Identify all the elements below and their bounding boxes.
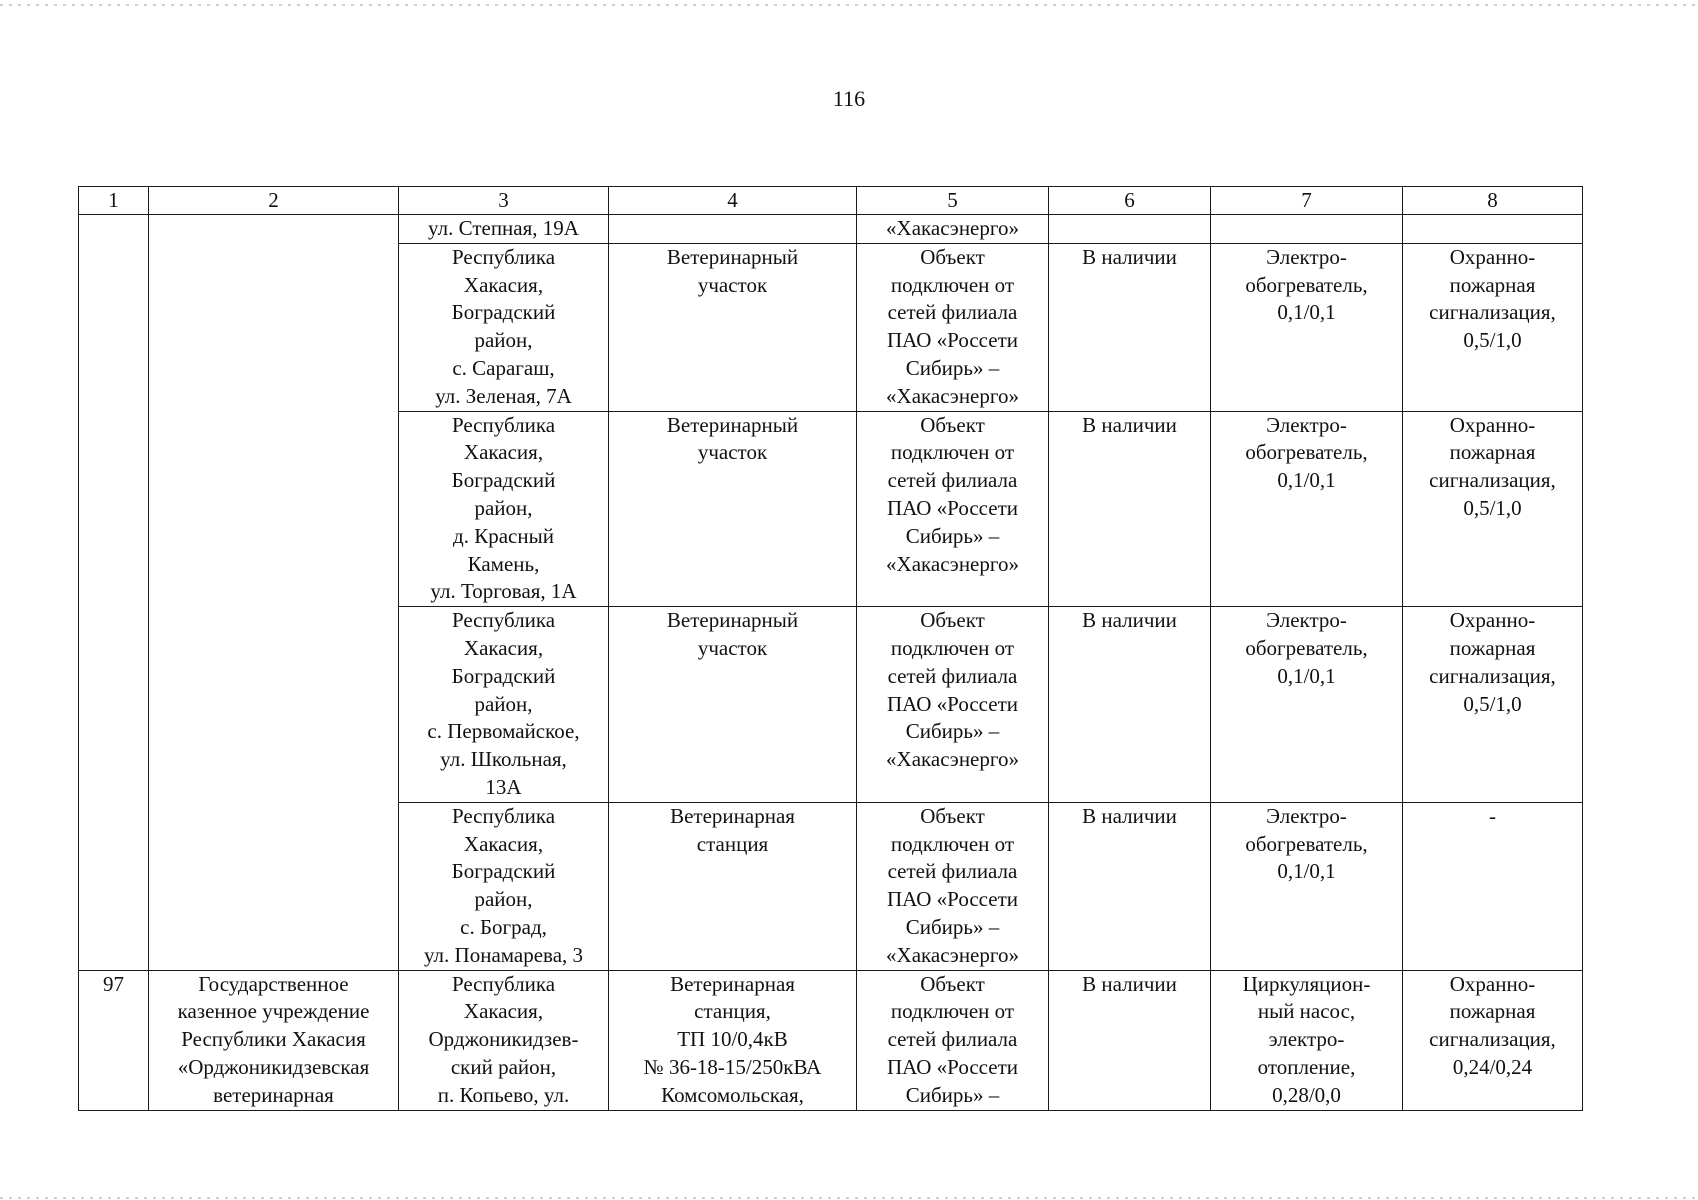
availability-cell: В наличии	[1049, 607, 1211, 803]
alarm-cell: Охранно- пожарная сигнализация, 0,24/0,24	[1403, 970, 1583, 1110]
header-col-4: 4	[609, 187, 857, 215]
document-table	[78, 186, 1583, 1111]
object-type-cell: Ветеринарный участок	[609, 607, 857, 803]
object-type-cell: Ветеринарная станция	[609, 802, 857, 970]
header-col-3: 3	[399, 187, 609, 215]
institution-cell: Государственное казенное учреждение Республики Хакасия «Орджоникидзевская ветеринарная	[149, 970, 399, 1110]
heating-cell: Электро- обогреватель, 0,1/0,1	[1211, 243, 1403, 411]
alarm-cell: -	[1403, 802, 1583, 970]
object-type-cell: Ветеринарный участок	[609, 243, 857, 411]
connection-cell: «Хакасэнерго»	[857, 215, 1049, 244]
availability-cell	[1049, 215, 1211, 244]
header-col-2: 2	[149, 187, 399, 215]
scan-artifact-bottom	[0, 1197, 1698, 1199]
institution-cell-merged	[149, 215, 399, 971]
object-type-cell: Ветеринарный участок	[609, 411, 857, 607]
number-cell: 97	[79, 970, 149, 1110]
object-type-cell: Ветеринарная станция, ТП 10/0,4кВ № 36-18-15/250кВА Комсомольская,	[609, 970, 857, 1110]
alarm-cell: Охранно- пожарная сигнализация, 0,5/1,0	[1403, 607, 1583, 803]
address-cell: Республика Хакасия, Боградский район, с. Первомайское, ул. Школьная, 13А	[399, 607, 609, 803]
alarm-cell	[1403, 215, 1583, 244]
alarm-cell: Охранно- пожарная сигнализация, 0,5/1,0	[1403, 243, 1583, 411]
address-cell: Республика Хакасия, Боградский район, с. Сарагаш, ул. Зеленая, 7А	[399, 243, 609, 411]
number-cell-merged	[79, 215, 149, 971]
connection-cell: Объект подключен от сетей филиала ПАО «Россети Сибирь» –	[857, 970, 1049, 1110]
heating-cell	[1211, 215, 1403, 244]
header-col-8: 8	[1403, 187, 1583, 215]
connection-cell: Объект подключен от сетей филиала ПАО «Россети Сибирь» – «Хакасэнерго»	[857, 607, 1049, 803]
heating-cell: Электро- обогреватель, 0,1/0,1	[1211, 607, 1403, 803]
header-row	[79, 187, 1583, 215]
table-row	[79, 970, 1583, 1110]
heating-cell: Электро- обогреватель, 0,1/0,1	[1211, 411, 1403, 607]
address-cell: Республика Хакасия, Боградский район, с. Боград, ул. Понамарева, 3	[399, 802, 609, 970]
address-cell: ул. Степная, 19А	[399, 215, 609, 244]
header-col-7: 7	[1211, 187, 1403, 215]
availability-cell: В наличии	[1049, 411, 1211, 607]
connection-cell: Объект подключен от сетей филиала ПАО «Россети Сибирь» – «Хакасэнерго»	[857, 802, 1049, 970]
availability-cell: В наличии	[1049, 970, 1211, 1110]
page-number: 116	[832, 86, 866, 111]
address-cell: Республика Хакасия, Боградский район, д. Красный Камень, ул. Торговая, 1А	[399, 411, 609, 607]
connection-cell: Объект подключен от сетей филиала ПАО «Россети Сибирь» – «Хакасэнерго»	[857, 243, 1049, 411]
scan-artifact-top	[0, 4, 1698, 6]
address-cell: Республика Хакасия, Орджоникидзев- ский район, п. Копьево, ул.	[399, 970, 609, 1110]
header-col-5: 5	[857, 187, 1049, 215]
availability-cell: В наличии	[1049, 802, 1211, 970]
object-type-cell	[609, 215, 857, 244]
availability-cell: В наличии	[1049, 243, 1211, 411]
heating-cell: Электро- обогреватель, 0,1/0,1	[1211, 802, 1403, 970]
heating-cell: Циркуляцион- ный насос, электро- отопление, 0,28/0,0	[1211, 970, 1403, 1110]
header-col-6: 6	[1049, 187, 1211, 215]
connection-cell: Объект подключен от сетей филиала ПАО «Россети Сибирь» – «Хакасэнерго»	[857, 411, 1049, 607]
table-row	[79, 215, 1583, 244]
header-col-1: 1	[79, 187, 149, 215]
alarm-cell: Охранно- пожарная сигнализация, 0,5/1,0	[1403, 411, 1583, 607]
